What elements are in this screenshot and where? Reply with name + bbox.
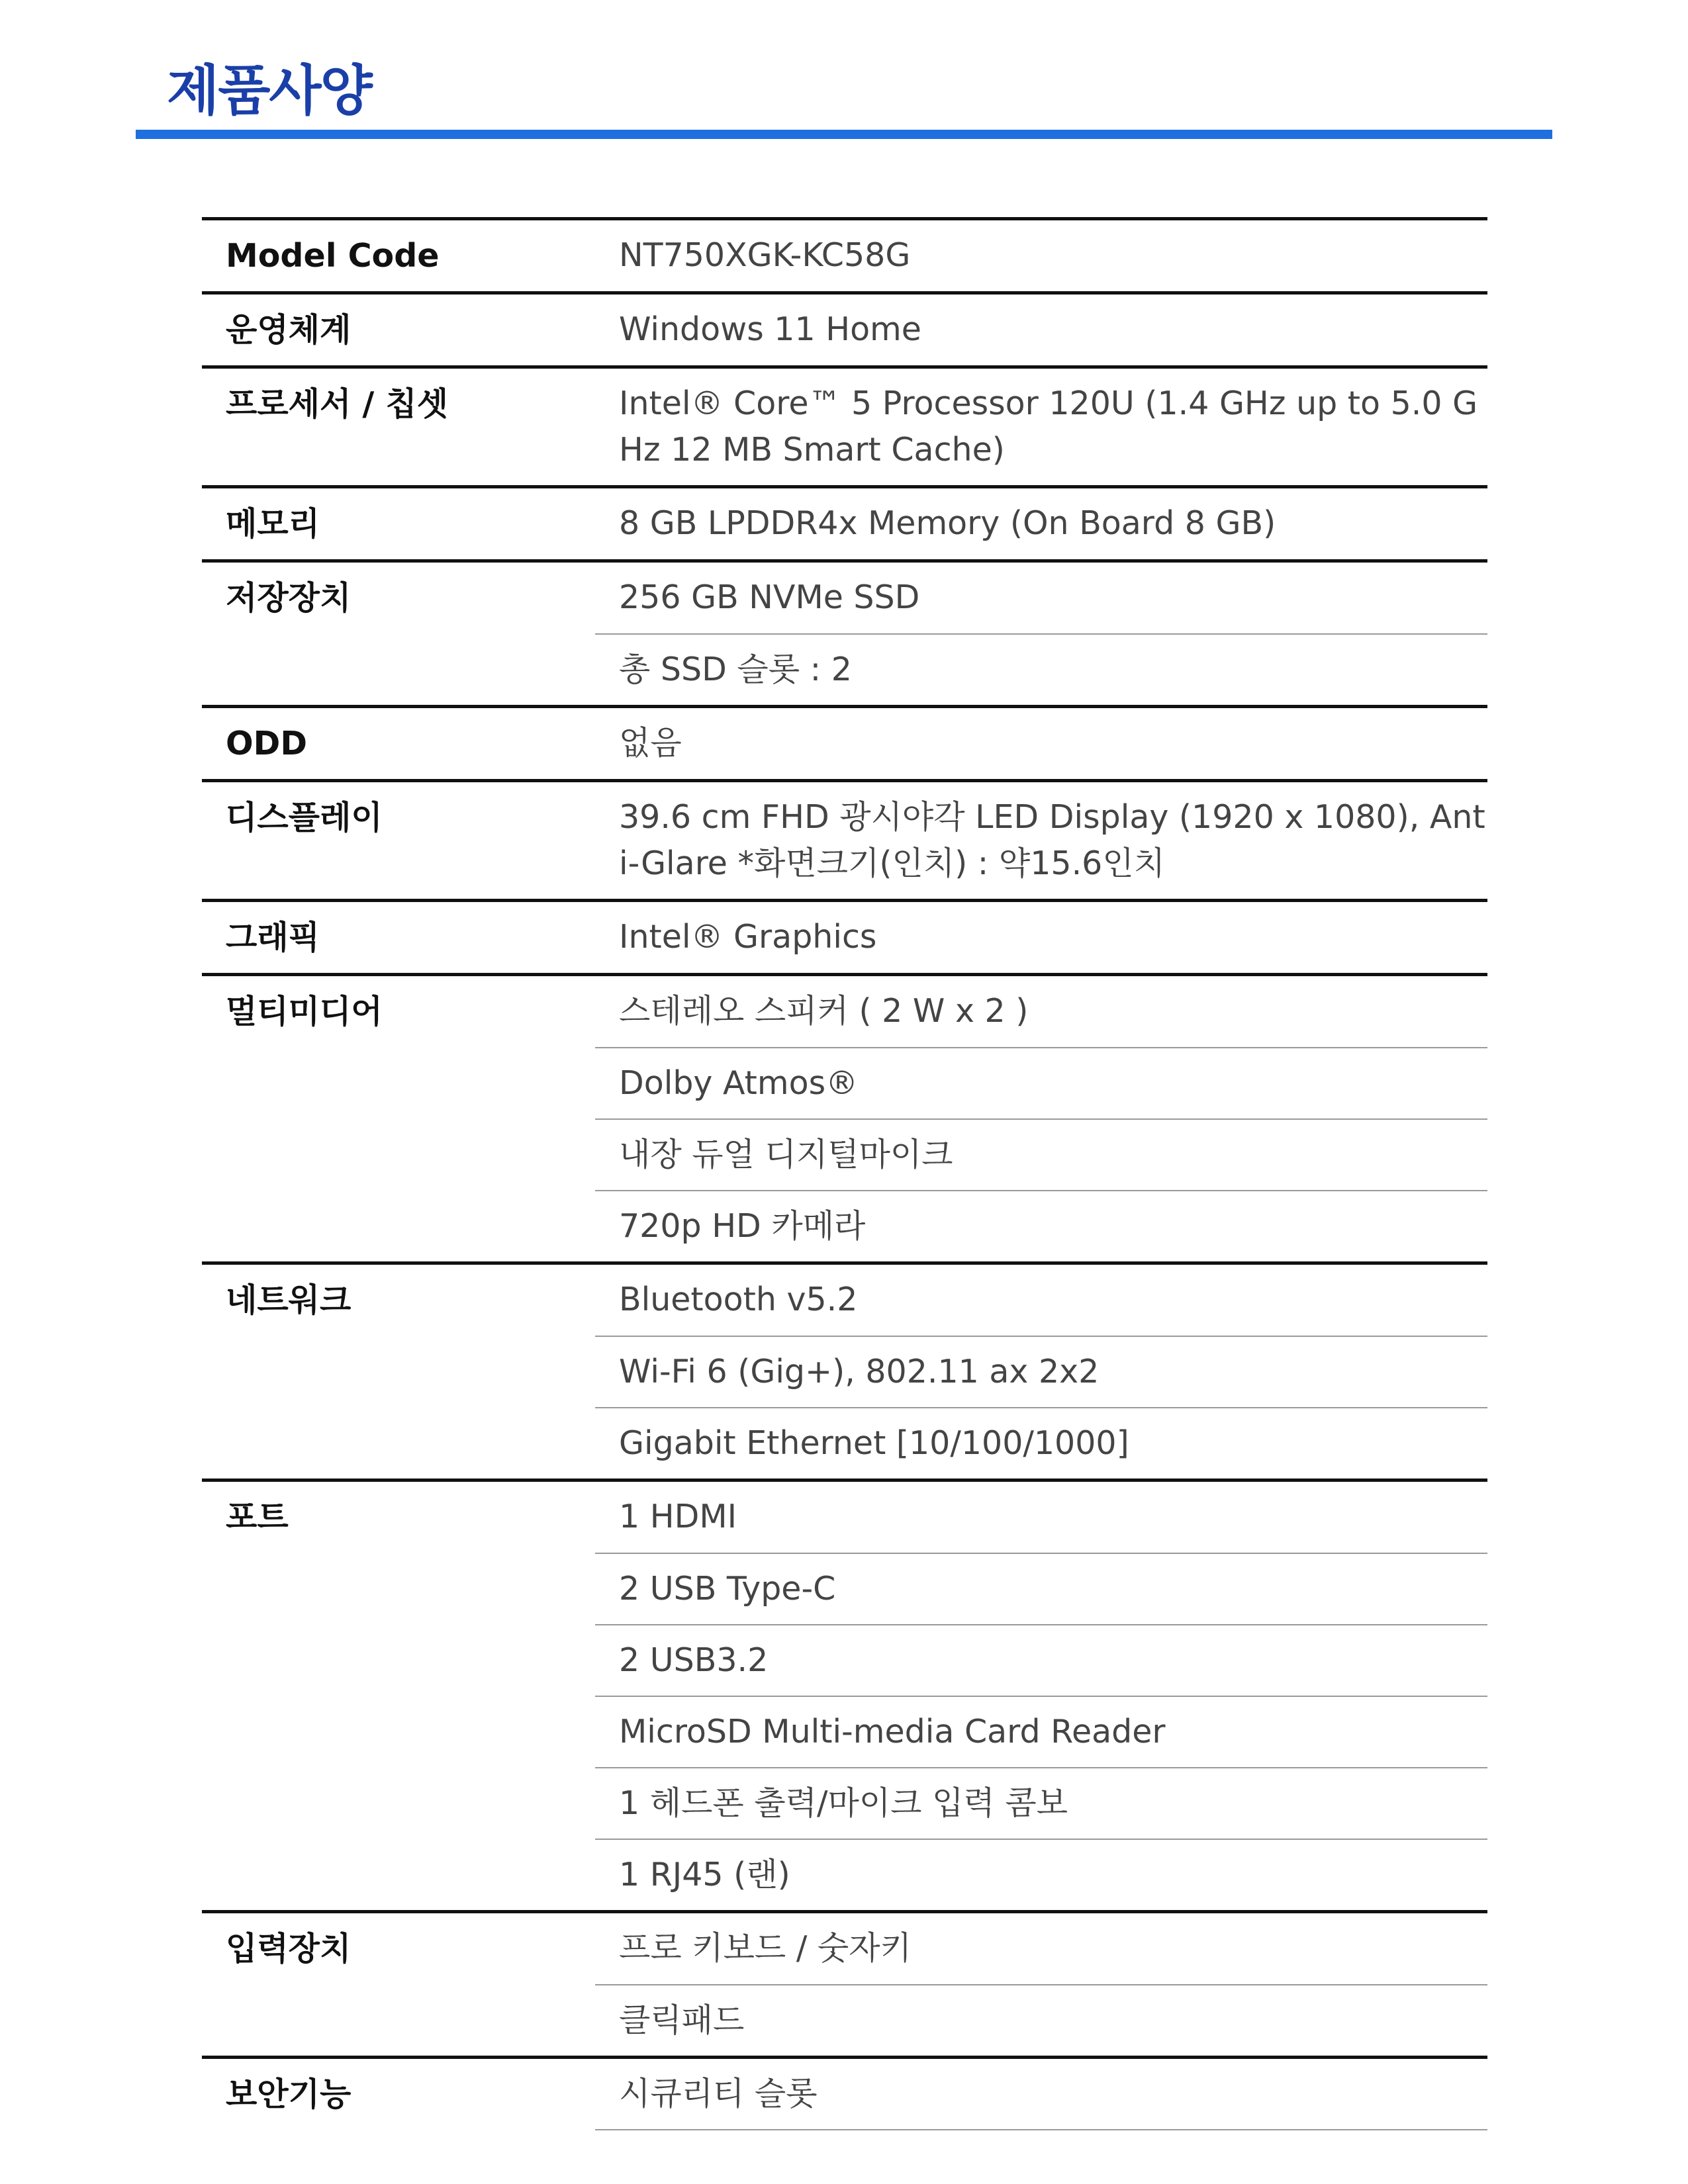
page-title: 제품사양 [167,60,371,122]
spec-label: ODD [226,725,308,762]
spec-values [595,295,1487,365]
spec-values [595,220,1487,291]
title-divider [136,130,1552,139]
spec-label: 운영체계 [226,311,352,349]
spec-value: 총 SSD 슬롯 : 2 [595,633,1487,705]
spec-row [202,899,1487,973]
spec-values [595,976,1487,1261]
spec-values [595,563,1487,705]
spec-label: 입력장치 [226,1930,352,1968]
spec-value: 720p HD 카메라 [595,1190,1487,1261]
spec-label: 프로세서 / 칩셋 [226,385,449,423]
spec-value: Intel® Graphics [619,918,877,956]
spec-row [202,1479,1487,1910]
spec-label: Model Code [226,237,440,275]
spec-values [595,369,1487,485]
spec-value: Intel® Core™ 5 Processor 120U (1.4 GHz up to 5.0 GHz 12 MB Smart Cache) [619,385,1478,469]
spec-label: 디스플레이 [226,799,383,837]
spec-label: 저장장치 [226,579,352,617]
spec-values [595,1482,1487,1910]
spec-row [202,291,1487,365]
spec-value: 클릭패드 [595,1984,1487,2056]
spec-value: 1 RJ45 (랜) [595,1839,1487,1910]
spec-values [595,708,1487,779]
spec-row [202,705,1487,779]
spec-values [595,902,1487,973]
spec-table [202,217,1487,2130]
spec-row [202,1261,1487,1479]
spec-row [202,365,1487,485]
spec-value: Bluetooth v5.2 [619,1281,858,1318]
spec-row [202,559,1487,705]
spec-label: 멀티미디어 [226,993,383,1030]
spec-values [595,2059,1487,2130]
spec-values [595,488,1487,559]
spec-value: 1 헤드폰 출력/마이크 입력 콤보 [595,1767,1487,1839]
spec-value: Wi-Fi 6 (Gig+), 802.11 ax 2x2 [595,1336,1487,1407]
spec-value: 내장 듀얼 디지털마이크 [595,1118,1487,1190]
spec-row [202,1910,1487,2056]
spec-label: 보안기능 [226,2075,352,2113]
spec-row [202,973,1487,1261]
spec-row [202,779,1487,899]
spec-values [595,1913,1487,2056]
spec-label: 네트워크 [226,1281,352,1319]
spec-value: Windows 11 Home [619,310,921,348]
spec-value: 프로 키보드 / 숫자키 [619,1929,912,1967]
spec-value: Dolby Atmos® [595,1047,1487,1118]
spec-row [202,217,1487,291]
spec-values [595,1265,1487,1479]
spec-value: NT750XGK-KC58G [619,236,911,274]
spec-row [202,2056,1487,2130]
spec-value: 256 GB NVMe SSD [619,578,920,616]
spec-value: 시큐리티 슬롯 [595,2059,1487,2130]
spec-value: 2 USB3.2 [595,1624,1487,1696]
spec-label: 메모리 [226,505,320,543]
spec-value: 2 USB Type-C [595,1553,1487,1624]
spec-value: 없음 [619,724,682,762]
spec-label: 포트 [226,1498,289,1536]
spec-value: 스테레오 스피커 ( 2 W x 2 ) [619,992,1029,1030]
spec-label: 그래픽 [226,919,320,956]
spec-value: 8 GB LPDDR4x Memory (On Board 8 GB) [619,504,1276,542]
spec-value: MicroSD Multi-media Card Reader [595,1696,1487,1767]
spec-row [202,485,1487,559]
spec-value: Gigabit Ethernet [10/100/1000] [595,1407,1487,1479]
spec-values [595,782,1487,899]
spec-value: 39.6 cm FHD 광시야각 LED Display (1920 x 1080), Anti-Glare *화면크기(인치) : 약15.6인치 [619,798,1485,882]
spec-value: 1 HDMI [619,1498,737,1535]
